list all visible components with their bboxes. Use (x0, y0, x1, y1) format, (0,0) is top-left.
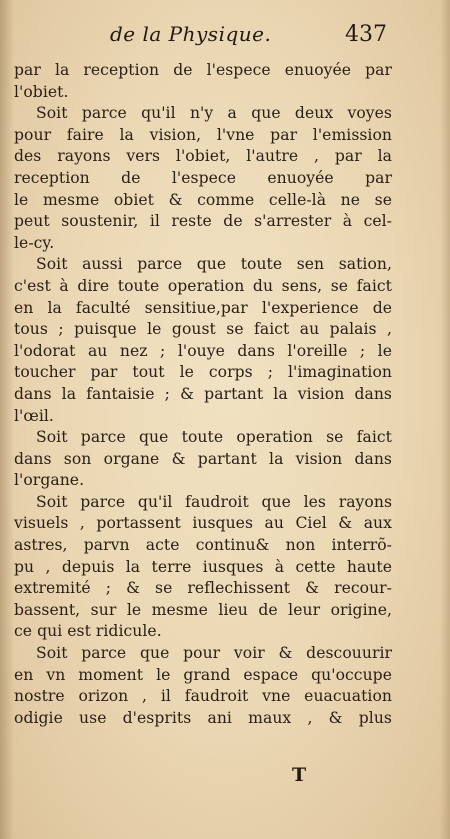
running-head: de la Physique. (110, 22, 272, 46)
text-line: Soit parce que pour voir & descouurir (36, 644, 392, 663)
page-number: 437 (345, 22, 387, 47)
text-line: ce qui est ridicule. (14, 622, 162, 641)
text-line: dans la fantaisie ; & partant la vision dans (14, 384, 392, 403)
page-edge-shadow (440, 0, 450, 839)
text-line: le-cy. (14, 233, 55, 252)
page-gutter-shadow (0, 0, 14, 839)
text-line: extremité ; & se reflechissent & recour- (14, 579, 392, 598)
text-line: dans son organe & partant la vision dans (14, 449, 392, 468)
text-line: pu , depuis la terre iusques à cette haute (14, 557, 392, 576)
text-line: nostre orizon , il faudroit vne euacuation (14, 687, 392, 706)
text-line: c'est à dire toute operation du sens, se faict (14, 276, 392, 295)
text-line: en la faculté sensitiue,par l'experience de (14, 298, 392, 317)
text-line: pour faire la vision, l'vne par l'emission (14, 125, 392, 144)
catchword: T (292, 764, 307, 786)
text-line: Soit aussi parce que toute sen sation, (36, 255, 392, 274)
text-line: Soit parce qu'il n'y a que deux voyes (36, 104, 392, 123)
text-line: en vn moment le grand espace qu'occupe (14, 665, 392, 684)
body-text (14, 60, 392, 729)
page-header (0, 22, 450, 56)
text-line: odigie use d'esprits ani maux , & plus (14, 708, 392, 727)
text-line: toucher par tout le corps ; l'imagination (14, 363, 392, 382)
text-line: bassent, sur le mesme lieu de leur origine, (14, 600, 392, 619)
text-line: reception de l'espece enuoyée par (14, 168, 392, 187)
text-line: le mesme obiet & comme celle-là ne se (14, 190, 392, 209)
text-line: peut soustenir, il reste de s'arrester à cel- (14, 212, 392, 231)
text-line: astres, parvn acte continu& non interrõ- (14, 536, 392, 555)
text-line: des rayons vers l'obiet, l'autre , par la (14, 147, 392, 166)
text-line: Soit parce qu'il faudroit que les rayons (36, 492, 392, 511)
text-line: visuels , portassent iusques au Ciel & aux (14, 514, 392, 533)
text-line: l'obiet. (14, 82, 69, 101)
text-line: Soit parce que toute operation se faict (36, 428, 392, 447)
text-line: l'organe. (14, 471, 85, 490)
text-line: tous ; puisque le goust se faict au palais , (14, 320, 392, 339)
text-line: par la reception de l'espece enuoyée par (14, 61, 392, 79)
text-line: l'œil. (14, 406, 54, 425)
text-line: l'odorat au nez ; l'ouye dans l'oreille ; le (14, 341, 392, 360)
